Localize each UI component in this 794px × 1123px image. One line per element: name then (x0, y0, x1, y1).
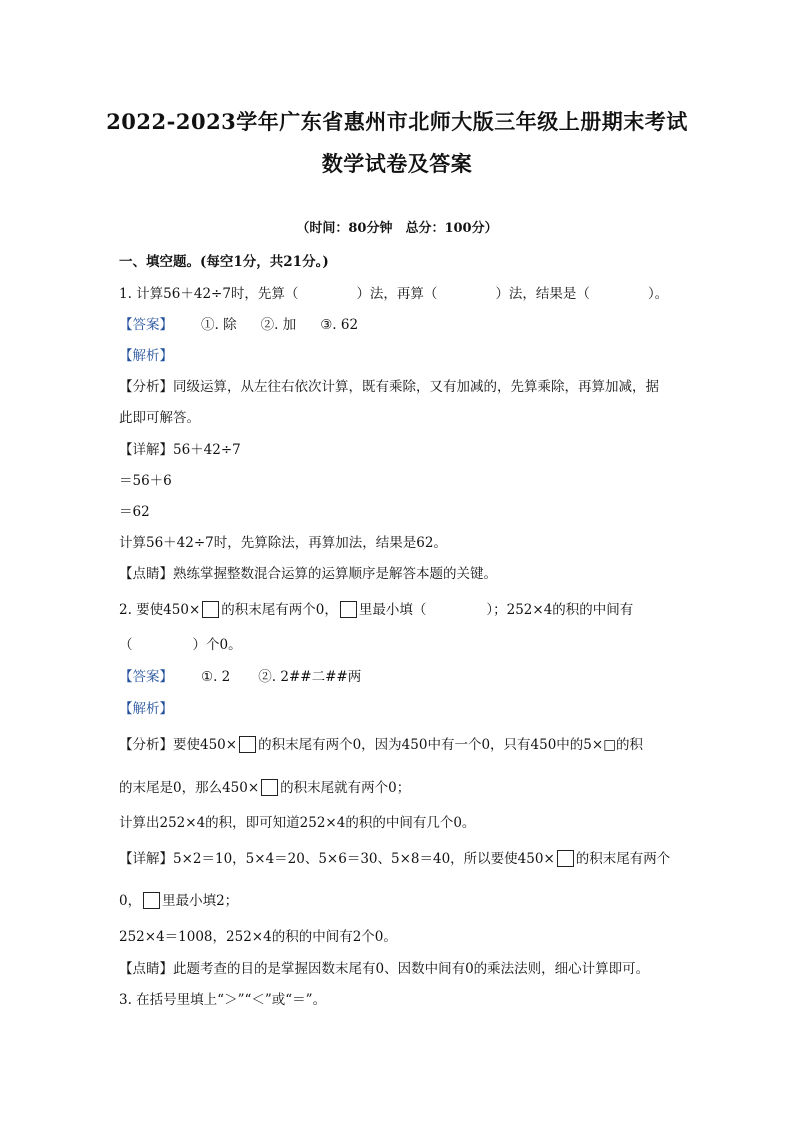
q2-answer-label: 【答案】 (119, 669, 173, 685)
q1-fenxi-text-1: 同级运算，从左往右依次计算，既有乘除，又有加减的，先算乘除，再算加减，据 (173, 379, 659, 395)
q1-stem (119, 282, 668, 302)
q2-xiangjie-part-b: 的积末尾有两个 (575, 851, 671, 867)
blank-box-icon (261, 779, 278, 796)
q1-stem-part-d: ）。 (647, 286, 669, 302)
q2-xiangjie-part-d: 里最小填2； (162, 893, 239, 909)
q2-fenxi-line-2 (119, 776, 410, 796)
blank-box-icon (340, 601, 357, 618)
q2-answer-2: ②. 2##二##两 (258, 669, 362, 685)
document-title-line-1: 2022-2023学年广东省惠州市北师大版三年级上册期末考试 (106, 109, 688, 134)
q2-xiangjie-part-a: 5×2＝10，5×4＝20、5×6＝30、5×8＝40，所以要使450× (173, 851, 555, 867)
q1-conclusion: 计算56＋42÷7时，先算除法，再算加法，结果是62。 (119, 535, 447, 551)
q2-fenxi-part-d: 的积末尾就有两个0； (280, 780, 411, 796)
q1-analysis-label: 【解析】 (119, 348, 173, 364)
q2-stem-line-2 (119, 633, 242, 653)
q2-dianjing-label: 【点睛】 (119, 961, 173, 977)
exam-info: （时间：80分钟 总分：100分） (296, 221, 498, 236)
q3-stem: 3. 在括号里填上“＞”“＜”或“＝”。 (119, 992, 327, 1008)
q2-fenxi-part-b: 的积末尾有两个0，因为450中有一个0，只有450中的5×□的积 (258, 737, 643, 753)
q2-xiangjie-line-3: 252×4＝1008，252×4的积的中间有2个0。 (119, 929, 397, 945)
q1-answer (119, 313, 358, 333)
q2-stem-part-c: 里最小填（ (358, 602, 427, 618)
q1-stem-part-c: ）法，结果是（ (495, 286, 590, 302)
q2-fenxi-line-1 (119, 733, 643, 753)
q1-fenxi-line-2: 此即可解答。 (119, 410, 200, 426)
q2-stem-part-e: （ (119, 637, 133, 653)
q1-dianjing (119, 562, 497, 582)
q2-analysis-label: 【解析】 (119, 701, 173, 717)
blank-box-icon (143, 892, 160, 909)
q2-stem-part-d: ）；252×4的积的中间有 (486, 602, 634, 618)
q2-fenxi-label: 【分析】 (119, 737, 173, 753)
q2-dianjing-text: 此题考查的目的是掌握因数末尾有0、因数中间有0的乘法法则，细心计算即可。 (173, 961, 650, 977)
q2-xiangjie-part-c: 0， (119, 893, 142, 909)
section-heading: 一、填空题。(每空1分，共21分。) (119, 254, 329, 270)
q2-answer-1: ①. 2 (201, 669, 231, 685)
q2-dianjing (119, 957, 649, 977)
q2-xiangjie-line-1 (119, 847, 670, 867)
blank-box-icon (557, 850, 574, 867)
q1-answer-3: ③. 62 (320, 317, 359, 333)
q1-xiangjie-line-3: ＝62 (119, 504, 150, 520)
q1-stem-part-a: 1. 计算56＋42÷7时，先算（ (119, 286, 299, 302)
q2-xiangjie-line-2 (119, 889, 238, 909)
q1-stem-part-b: ）法，再算（ (356, 286, 438, 302)
q1-fenxi-line-1 (119, 375, 659, 395)
q1-dianjing-text: 熟练掌握整数混合运算的运算顺序是解答本题的关键。 (173, 566, 497, 582)
q2-stem-line-1 (119, 598, 633, 618)
q1-xiangjie-line-1 (119, 438, 241, 458)
q2-fenxi-line-3: 计算出252×4的积，即可知道252×4的积的中间有几个0。 (119, 815, 476, 831)
q2-answer (119, 665, 361, 685)
q1-fenxi-label: 【分析】 (119, 379, 173, 395)
q1-dianjing-label: 【点睛】 (119, 566, 173, 582)
q2-stem-part-a: 2. 要使450× (119, 602, 201, 618)
q1-xiangjie-label: 【详解】 (119, 442, 173, 458)
document-title-line-2: 数学试卷及答案 (321, 151, 473, 176)
blank-box-icon (239, 736, 256, 753)
q1-answer-2: ②. 加 (260, 317, 297, 333)
q1-xiangjie-expr-1: 56＋42÷7 (173, 442, 241, 458)
q1-xiangjie-line-2: ＝56＋6 (119, 473, 172, 489)
q2-stem-part-f: ）个0。 (192, 637, 242, 653)
q2-fenxi-part-c: 的末尾是0，那么450× (119, 780, 260, 796)
q2-xiangjie-label: 【详解】 (119, 851, 173, 867)
q1-answer-1: ①. 除 (201, 317, 237, 333)
q2-fenxi-part-a: 要使450× (173, 737, 238, 753)
q1-answer-label: 【答案】 (119, 317, 173, 333)
blank-box-icon (202, 601, 219, 618)
q2-stem-part-b: 的积末尾有两个0， (221, 602, 338, 618)
